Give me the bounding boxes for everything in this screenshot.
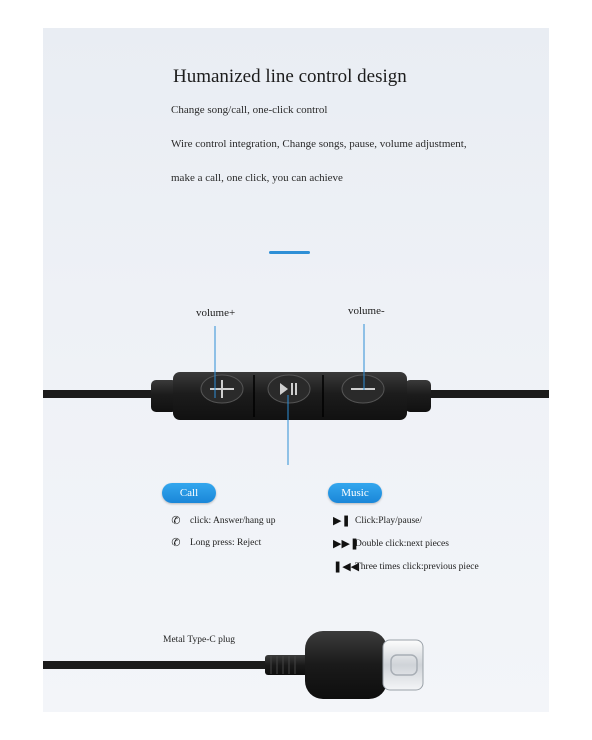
call-item-reject	[168, 536, 261, 549]
page-title: Humanized line control design	[173, 66, 407, 87]
music-item-text: Double click:next pieces	[355, 538, 449, 549]
volume-down-button	[342, 375, 384, 403]
music-item-prev	[333, 560, 479, 573]
plug-cable	[43, 661, 273, 669]
music-item-next	[333, 537, 449, 550]
intro-line-3: make a call, one click, you can achieve	[171, 172, 343, 184]
plug-label: Metal Type-C plug	[163, 635, 235, 645]
intro-line-1: Change song/call, one-click control	[171, 104, 328, 116]
remote-strain-right	[405, 380, 431, 412]
cable-left	[43, 390, 163, 398]
call-pill: Call	[162, 483, 216, 503]
accent-divider	[269, 251, 310, 254]
intro-line-2: Wire control integration, Change songs, pause, volume adjustment,	[171, 138, 467, 150]
cable-illustration	[43, 28, 549, 712]
previous-track-icon: ❚◀◀	[333, 560, 360, 573]
volume-minus-label: volume-	[348, 305, 385, 317]
call-item-text: Long press: Reject	[190, 537, 262, 548]
play-pause-icon: ▶❚	[333, 514, 351, 527]
music-item-play	[333, 514, 422, 527]
music-item-text: Three times click:previous piece	[355, 561, 479, 572]
volume-up-button	[201, 375, 243, 403]
phone-reject-icon: ✆	[171, 536, 181, 549]
call-item-answer	[168, 514, 275, 527]
cable-right	[423, 390, 549, 398]
music-pill: Music	[328, 483, 382, 503]
music-item-text: Click:Play/pause/	[355, 515, 423, 526]
plug-strain	[265, 655, 309, 675]
product-panel	[43, 28, 549, 712]
phone-icon: ✆	[171, 514, 181, 527]
next-track-icon: ▶▶❚	[333, 537, 360, 550]
plug-housing	[305, 631, 387, 699]
volume-plus-label: volume+	[196, 307, 236, 319]
call-item-text: click: Answer/hang up	[190, 515, 276, 526]
play-pause-button	[268, 375, 310, 403]
